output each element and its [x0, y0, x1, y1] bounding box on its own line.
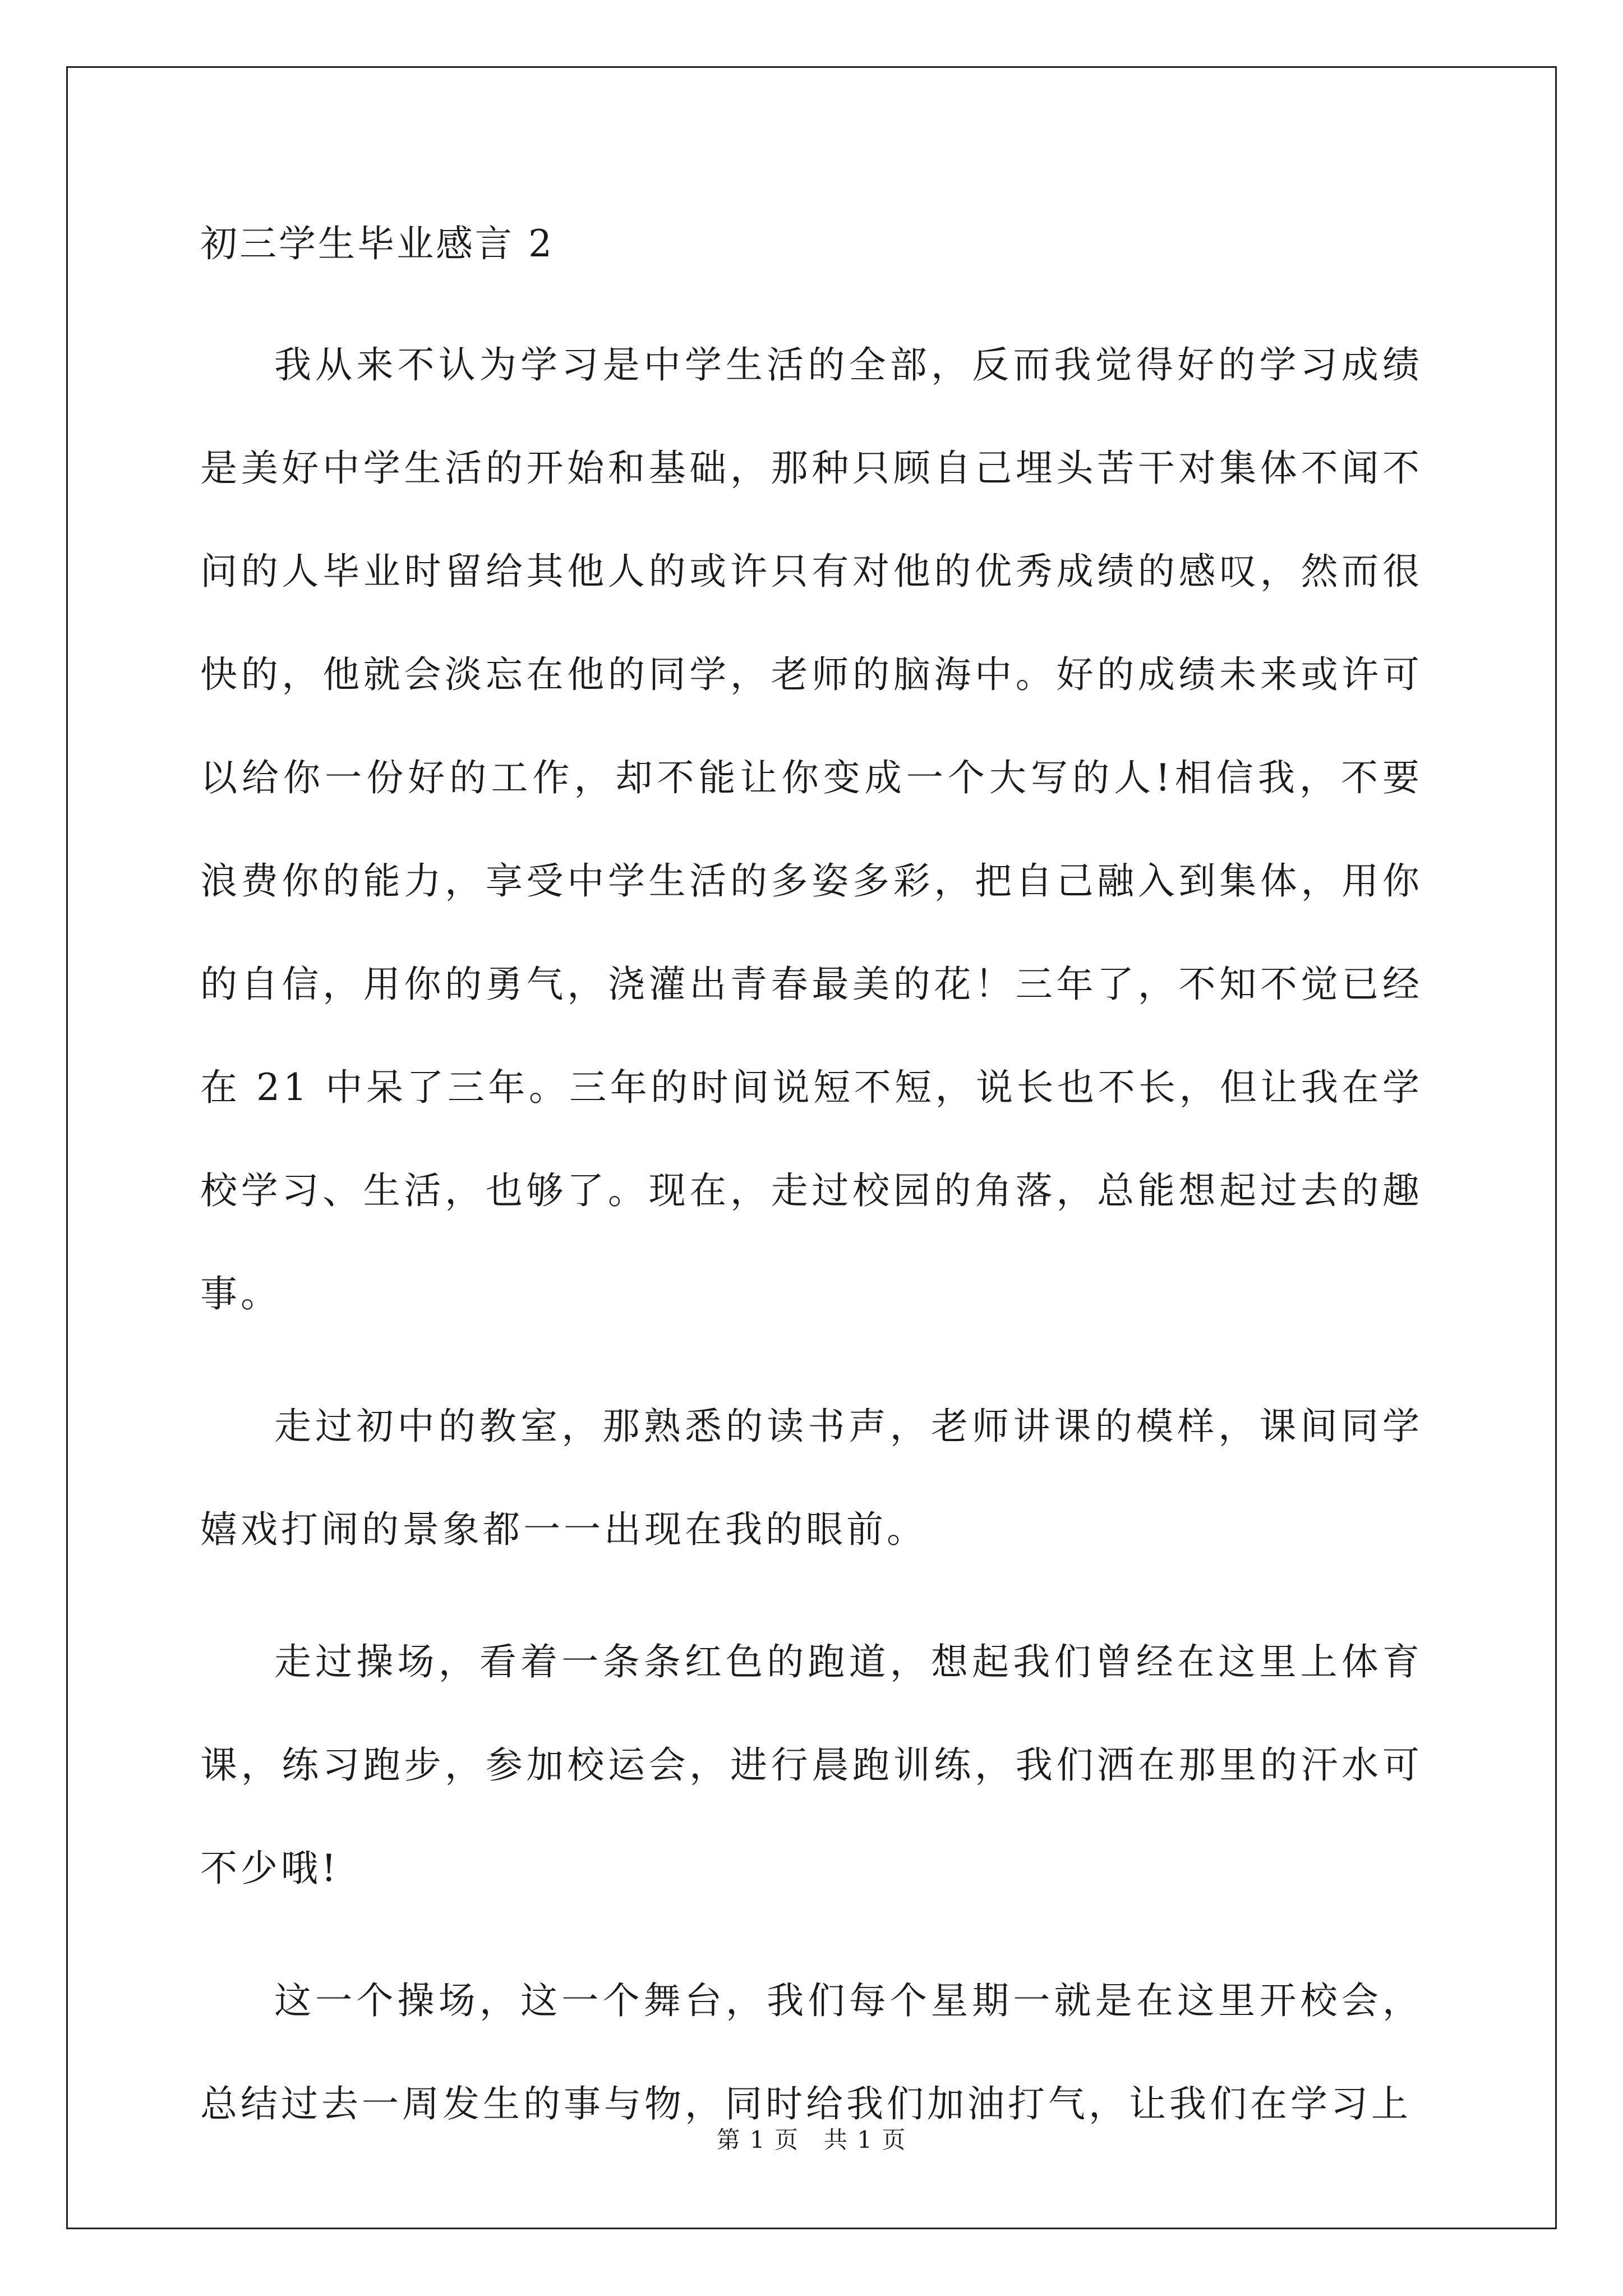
paragraph: 这一个操场，这一个舞台，我们每个星期一就是在这里开校会，总结过去一周发生的事与物，同时给我们加油打气，让我们在学习上	[200, 1979, 1423, 2125]
document-body	[200, 314, 1423, 2156]
paragraph: 走过初中的教室，那熟悉的读书声，老师讲课的模样，课间同学嬉戏打闹的景象都一一出现在我的眼前。	[200, 1405, 1423, 1551]
document-title: 初三学生毕业感言 2	[200, 222, 554, 265]
paragraph: 走过操场，看着一条条红色的跑道，想起我们曾经在这里上体育课，练习跑步，参加校运会，进行晨跑训练，我们洒在那里的汗水可不少哦!	[200, 1640, 1423, 1890]
paragraph: 我从来不认为学习是中学生活的全部，反而我觉得好的学习成绩是美好中学生活的开始和基础，那种只顾自己埋头苦干对集体不闻不问的人毕业时留给其他人的或许只有对他的优秀成绩的感叹，然而很快的，他就会淡忘在他的同学，老师的脑海中。好的成绩未来或许可以给你一份好的工作，却不能让你变成一个大写的人!相信我，不要浪费你的能力，享受中学生活的多姿多彩，把自己融入到集体，用你的自信，用你的勇气，浇灌出青春最美的花！三年了，不知不觉已经在 21 中呆了三年。三年的时间说短不短，说长也不长，但让我在学校学习、生活，也够了。现在，走过校园的角落，总能想起过去的趣事。	[200, 343, 1423, 1315]
document-content	[200, 213, 1423, 2185]
page-footer: 第 1 页 共 1 页	[716, 2126, 907, 2154]
